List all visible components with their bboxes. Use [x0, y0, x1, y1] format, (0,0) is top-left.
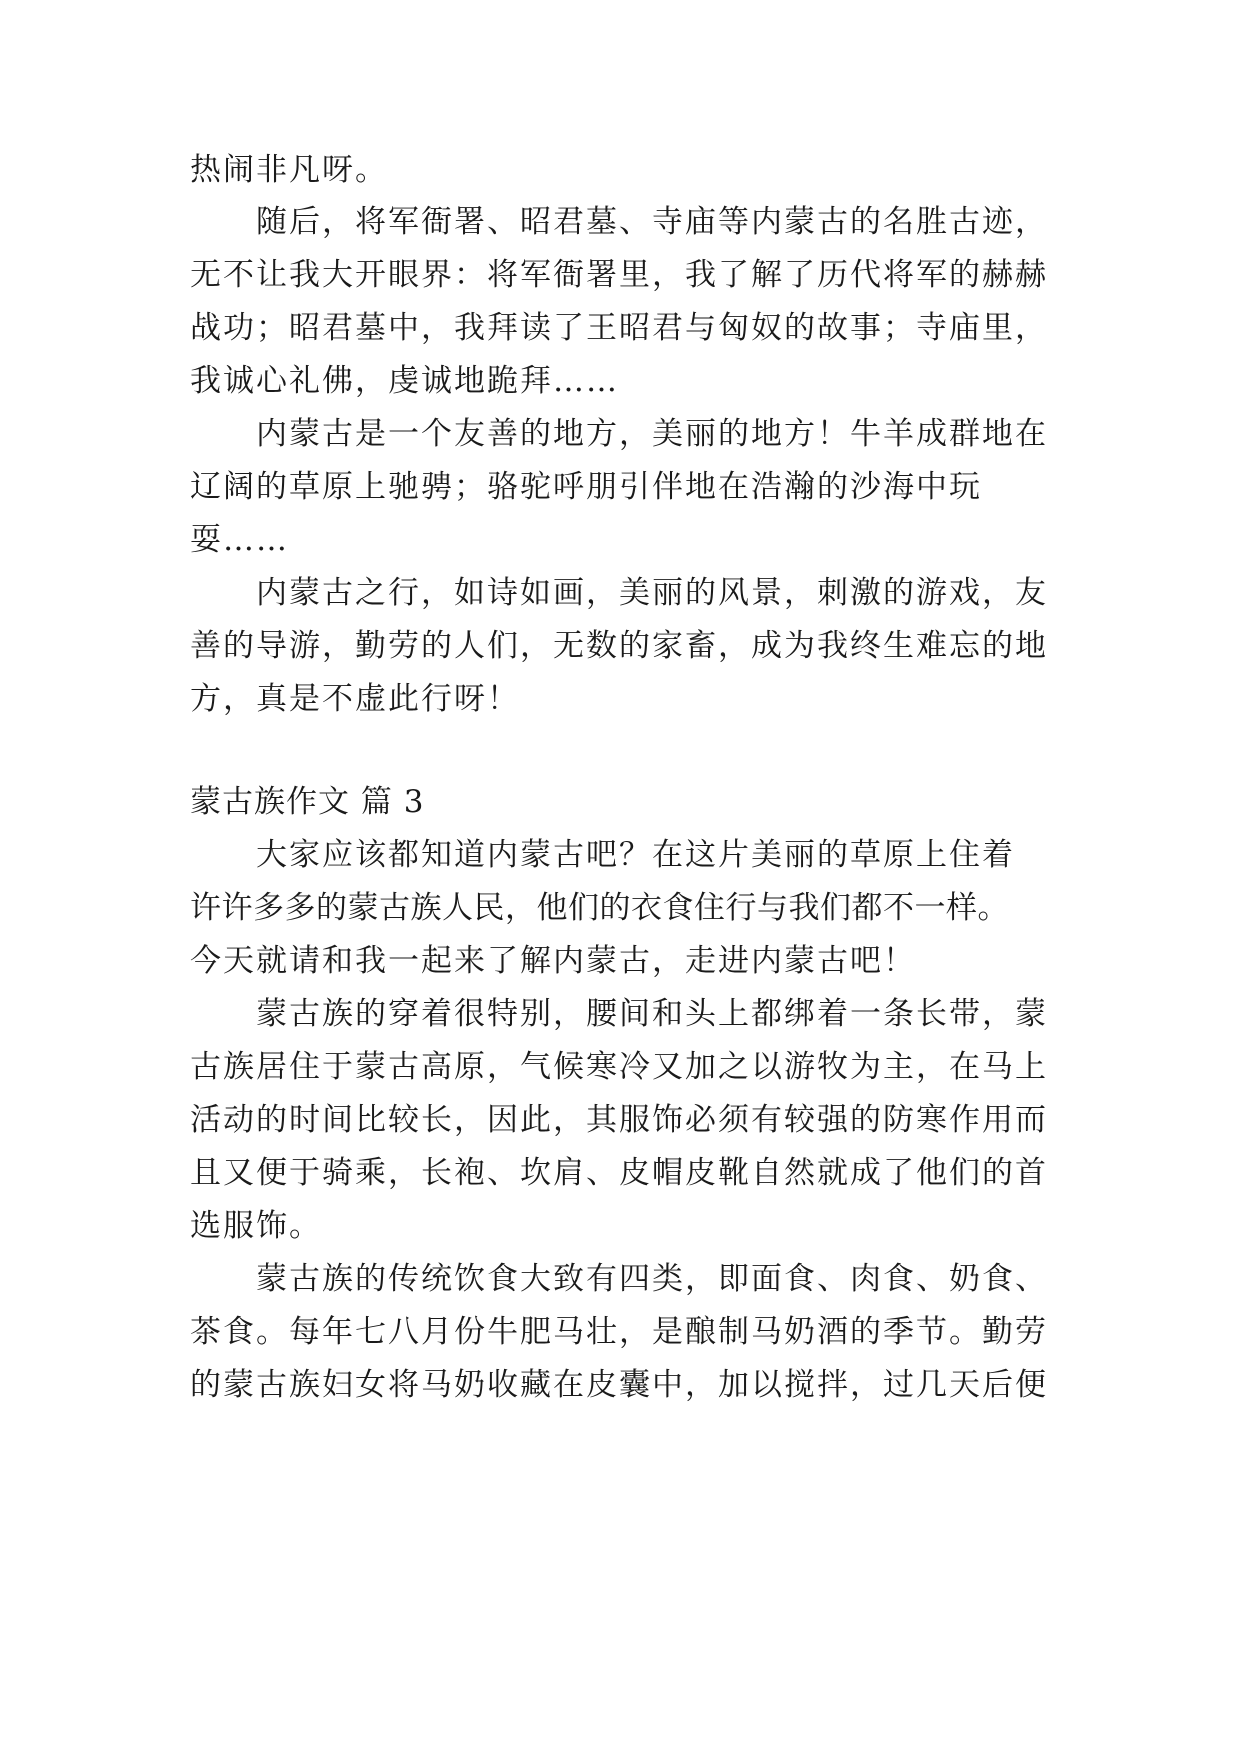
paragraph-start: 蒙古族的传统饮食大致有四类，即面食、肉食、奶食、 — [256, 1261, 1048, 1297]
text-line: 方，真是不虚此行呀！ — [190, 681, 520, 717]
text-line: 无不让我大开眼界：将军衙署里，我了解了历代将军的赫赫 — [190, 257, 1048, 293]
paragraph-start: 大家应该都知道内蒙古吧？在这片美丽的草原上住着 — [256, 837, 1015, 873]
paragraph-start: 内蒙古之行，如诗如画，美丽的风景，刺激的游戏，友 — [256, 575, 1048, 611]
text-line: 耍…… — [190, 522, 289, 558]
text-line: 的蒙古族妇女将马奶收藏在皮囊中，加以搅拌，过几天后便 — [190, 1367, 1048, 1403]
text-line: 今天就请和我一起来了解内蒙古，走进内蒙古吧！ — [190, 943, 916, 979]
paragraph-start: 蒙古族的穿着很特别，腰间和头上都绑着一条长带，蒙 — [256, 996, 1048, 1032]
text-line: 古族居住于蒙古高原，气候寒冷又加之以游牧为主，在马上 — [190, 1049, 1048, 1085]
paragraph-start: 内蒙古是一个友善的地方，美丽的地方！牛羊成群地在 — [256, 416, 1048, 452]
text-line: 许许多多的蒙古族人民，他们的衣食住行与我们都不一样。 — [190, 890, 1009, 926]
text-line: 且又便于骑乘，长袍、坎肩、皮帽皮靴自然就成了他们的首 — [190, 1155, 1048, 1191]
section-title: 蒙古族作文 篇 3 — [190, 784, 425, 820]
text-line: 活动的时间比较长，因此，其服饰必须有较强的防寒作用而 — [190, 1102, 1048, 1138]
text-line: 我诚心礼佛，虔诚地跪拜…… — [190, 363, 619, 399]
text-line: 热闹非凡呀。 — [190, 152, 388, 188]
text-line: 茶食。每年七八月份牛肥马壮，是酿制马奶酒的季节。勤劳 — [190, 1314, 1048, 1350]
paragraph-start: 随后，将军衙署、昭君墓、寺庙等内蒙古的名胜古迹， — [256, 204, 1048, 240]
text-line: 善的导游，勤劳的人们，无数的家畜，成为我终生难忘的地 — [190, 628, 1048, 664]
text-line: 辽阔的草原上驰骋；骆驼呼朋引伴地在浩瀚的沙海中玩 — [190, 469, 982, 505]
text-line: 选服饰。 — [190, 1208, 322, 1244]
text-line: 战功；昭君墓中，我拜读了王昭君与匈奴的故事；寺庙里， — [190, 310, 1048, 346]
